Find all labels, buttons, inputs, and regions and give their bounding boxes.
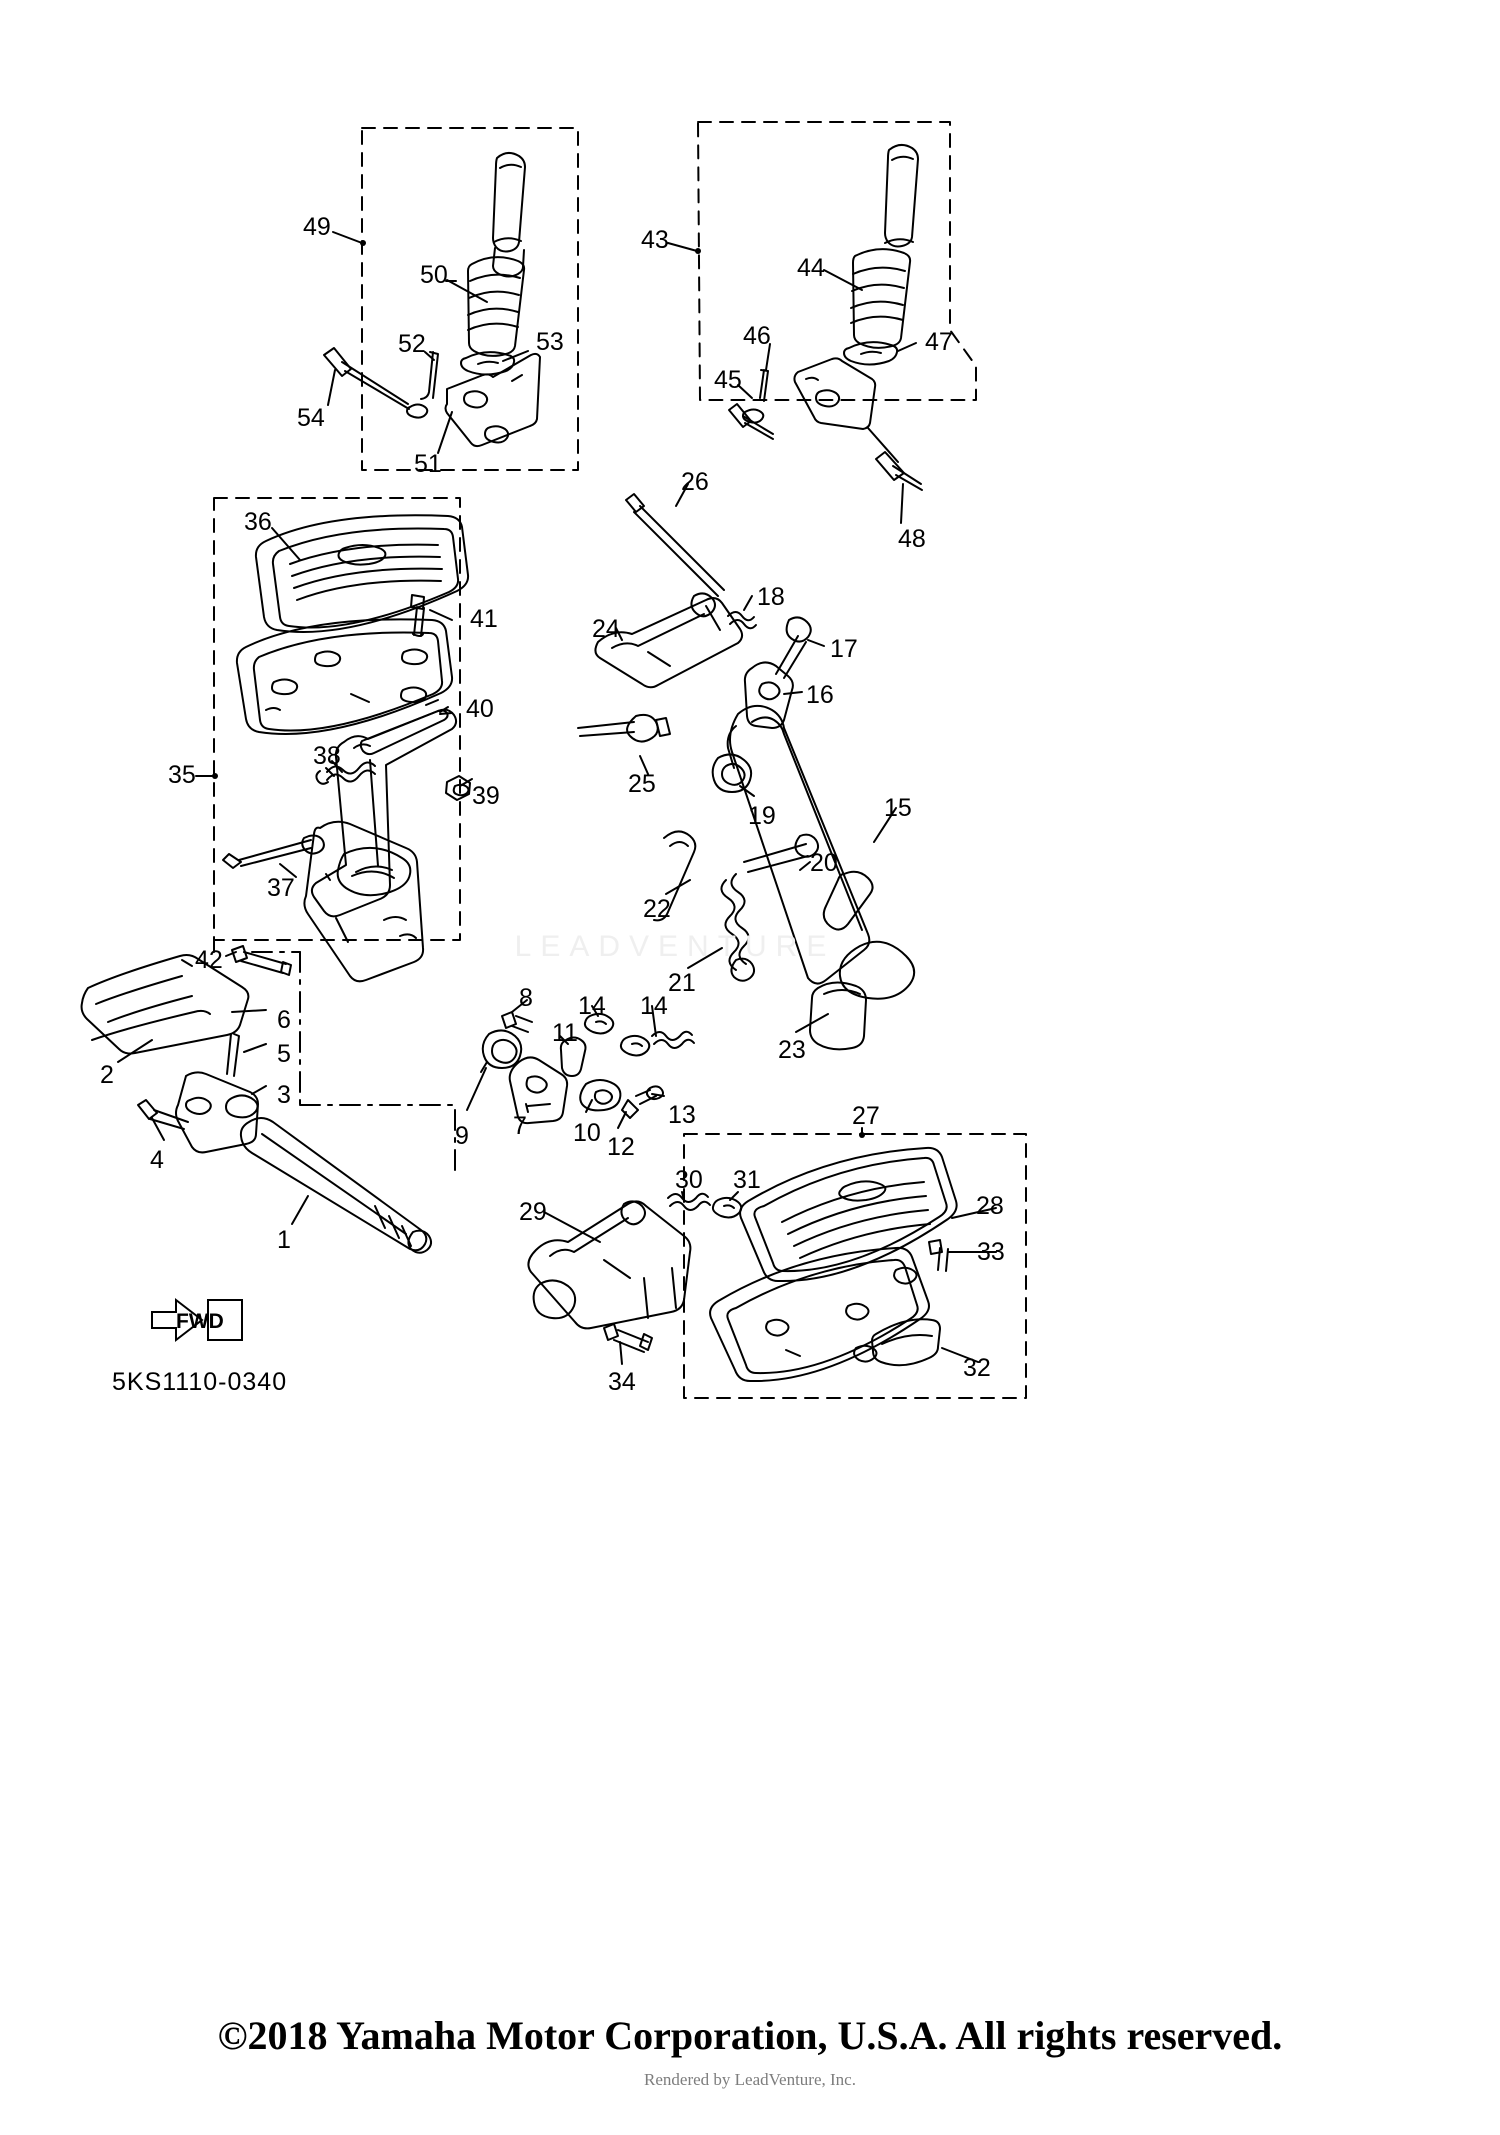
callout-24[interactable]: 24 <box>592 615 620 643</box>
fwd-label: FWD <box>176 1310 224 1333</box>
callout-29[interactable]: 29 <box>519 1198 547 1226</box>
callout-6[interactable]: 6 <box>277 1006 291 1034</box>
callout-4[interactable]: 4 <box>150 1146 164 1174</box>
callout-30[interactable]: 30 <box>675 1166 703 1194</box>
callout-13[interactable]: 13 <box>668 1101 696 1129</box>
callout-7[interactable]: 7 <box>513 1112 527 1140</box>
callout-32[interactable]: 32 <box>963 1354 991 1382</box>
callout-22[interactable]: 22 <box>643 895 671 923</box>
callout-2[interactable]: 2 <box>100 1061 114 1089</box>
callout-12[interactable]: 12 <box>607 1133 635 1161</box>
callout-43[interactable]: 43 <box>641 226 669 254</box>
callout-50[interactable]: 50 <box>420 261 448 289</box>
callout-8[interactable]: 8 <box>519 984 533 1012</box>
callout-53[interactable]: 53 <box>536 328 564 356</box>
callout-38[interactable]: 38 <box>313 742 341 770</box>
callout-39[interactable]: 39 <box>472 782 500 810</box>
callout-26[interactable]: 26 <box>681 468 709 496</box>
callout-31[interactable]: 31 <box>733 1166 761 1194</box>
callout-15[interactable]: 15 <box>884 794 912 822</box>
callout-34[interactable]: 34 <box>608 1368 636 1396</box>
watermark: LEADVENTURE <box>514 930 836 963</box>
callout-17[interactable]: 17 <box>830 635 858 663</box>
callout-54[interactable]: 54 <box>297 404 325 432</box>
callout-18[interactable]: 18 <box>757 583 785 611</box>
callout-33[interactable]: 33 <box>977 1238 1005 1266</box>
callout-14b[interactable]: 14 <box>640 992 668 1020</box>
callout-47[interactable]: 47 <box>925 328 953 356</box>
callout-21[interactable]: 21 <box>668 969 696 997</box>
callout-44[interactable]: 44 <box>797 254 825 282</box>
callout-5[interactable]: 5 <box>277 1040 291 1068</box>
callout-35[interactable]: 35 <box>168 761 196 789</box>
callout-25[interactable]: 25 <box>628 770 656 798</box>
callout-37[interactable]: 37 <box>267 874 295 902</box>
callout-14[interactable]: 14 <box>578 992 606 1020</box>
drawing-part-code: 5KS1110-0340 <box>112 1368 288 1396</box>
callout-27[interactable]: 27 <box>852 1102 880 1130</box>
rendered-by-notice: Rendered by LeadVenture, Inc. <box>644 2070 856 2089</box>
callout-20[interactable]: 20 <box>810 849 838 877</box>
callout-52[interactable]: 52 <box>398 330 426 358</box>
callout-51[interactable]: 51 <box>414 450 442 478</box>
callout-49[interactable]: 49 <box>303 213 331 241</box>
callout-45[interactable]: 45 <box>714 366 742 394</box>
copyright-notice: ©2018 Yamaha Motor Corporation, U.S.A. All rights reserved. <box>217 2013 1283 2058</box>
callout-3[interactable]: 3 <box>277 1081 291 1109</box>
callout-36[interactable]: 36 <box>244 508 272 536</box>
callout-42[interactable]: 42 <box>195 946 223 974</box>
callout-11[interactable]: 11 <box>552 1019 578 1047</box>
callout-48[interactable]: 48 <box>898 525 926 553</box>
callout-23[interactable]: 23 <box>778 1036 806 1064</box>
callout-16[interactable]: 16 <box>806 681 834 709</box>
callout-10[interactable]: 10 <box>573 1119 601 1147</box>
callout-1[interactable]: 1 <box>277 1226 291 1254</box>
callout-40[interactable]: 40 <box>466 695 494 723</box>
callout-9[interactable]: 9 <box>455 1122 469 1150</box>
callout-19[interactable]: 19 <box>748 802 776 830</box>
callout-28[interactable]: 28 <box>976 1192 1004 1220</box>
callout-41[interactable]: 41 <box>470 605 498 633</box>
callout-46[interactable]: 46 <box>743 322 771 350</box>
